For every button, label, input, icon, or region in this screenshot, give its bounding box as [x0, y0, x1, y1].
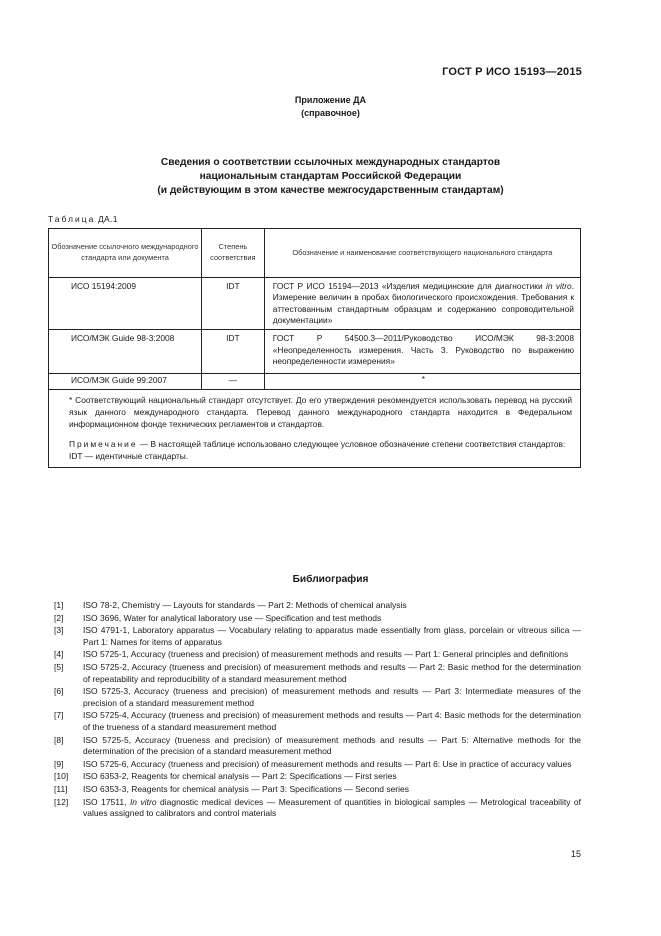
column-header-national-standard: Обозначение и наименование соответствующего национального стандарта [264, 229, 580, 278]
cell-international-standard: ИСО/МЭК Guide 99:2007 [49, 374, 202, 389]
table-notes-cell [49, 389, 581, 467]
list-item [54, 600, 581, 612]
bib-text-main: ISO 5725-4, Accuracy (trueness and precision) of measurement methods and results — Part 4: Basic methods for the determination of the trueness of a standard measurement method [83, 710, 581, 732]
bib-text-main: ISO 6353-3, Reagents for chemical analysis — Part 3: Specifications — Second series [83, 783, 409, 794]
bib-text [83, 797, 581, 820]
appendix-title: Приложение ДА [294, 95, 367, 105]
table-header-row [49, 229, 581, 278]
desc-text: ГОСТ Р ИСО 15194—2013 «Изделия медицинские для диагностики [272, 281, 546, 291]
bib-text-main: ISO 6353-2, Reagents for chemical analysis — Part 2: Specifications — First series [83, 771, 397, 782]
footnote-marker: * [421, 374, 425, 385]
cell-degree: IDT [201, 330, 264, 374]
bib-text-main: ISO 5725-5, Accuracy (trueness and precision) of measurement methods and results — Part 5: Alternative methods for the determination of the precision of a standard measurement method [83, 734, 581, 757]
list-item [54, 662, 581, 685]
list-item [54, 784, 581, 796]
list-item [54, 797, 581, 820]
list-item [54, 759, 581, 771]
desc-italic: in vitro [545, 281, 572, 291]
bib-number: [10] [54, 771, 69, 782]
bib-text [83, 771, 581, 783]
column-header-degree: Степень соответствия [201, 229, 264, 278]
bib-text [83, 613, 581, 625]
bibliography-title: Библиография [292, 574, 369, 585]
list-item [54, 686, 581, 709]
bib-text [83, 649, 581, 661]
table-label-id: ДА.1 [98, 214, 118, 224]
list-item [54, 735, 581, 758]
bib-text-main: ISO 4791-1, Laboratory apparatus — Vocabulary relating to apparatus made essentially from glass, porcelain or vitreous silica — Part 1: Names for items of apparatus [83, 625, 581, 647]
standards-correspondence-table [48, 228, 581, 468]
table-footnote: * Соответствующий национальный стандарт отсутствует. До его утверждения рекомендуется использовать перевод на русский язык данного международного стандарта. Перевод данного международного стандарта находится в Федеральном информационном фонде технических регламентов и стандартов. [69, 394, 572, 430]
bib-number: [1] [54, 600, 64, 610]
bib-text [83, 600, 581, 612]
list-item [54, 613, 581, 625]
bib-text [83, 686, 581, 709]
table-note [69, 438, 572, 450]
bib-text-main: ISO 17511, [83, 796, 130, 807]
bib-number: [8] [54, 734, 64, 745]
bib-text-main: ISO 5725-3, Accuracy (trueness and precision) of measurement methods and results — Part 3: Intermediate measures of the precision of a standard measurement method [83, 686, 581, 708]
bib-text-main: ISO 5725-6, Accuracy (trueness and precision) of measurement methods and results — Part 6: Use in practice of accuracy values [83, 758, 572, 769]
list-item [54, 771, 581, 783]
table-label [48, 214, 118, 224]
bib-text [83, 784, 581, 796]
appendix-subtitle: (справочное) [301, 108, 360, 118]
section-heading-line-3: (и действующим в этом качестве межгосударственным стандартам) [157, 185, 504, 196]
cell-national-standard [264, 374, 580, 389]
page-number: 15 [570, 849, 581, 859]
list-item [54, 710, 581, 733]
desc-text-tail: . Измерение величин в пробах биологического происхождения. Требования к аттестованным стандартным образцам и содержанию сопроводительной документации» [272, 281, 575, 326]
bib-text-tail: diagnostic medical devices — Measurement of quantities in biological samples — Metrological traceability of values assigned to calibrators and control materials [83, 796, 582, 819]
bib-number: [11] [54, 783, 68, 794]
bib-text-main: ISO 3696, Water for analytical laboratory use — Specification and test methods [83, 612, 382, 623]
note-item: IDT — идентичные стандарты. [69, 451, 189, 462]
bib-text-main: ISO 5725-2, Accuracy (trueness and precision) of measurement methods and results — Part 2: Basic method for the determination of repeatability and reproducibility of a standard measurement method [83, 661, 581, 684]
section-heading-line-2: национальным стандартам Российской Федерации [199, 171, 462, 182]
column-header-international-standard: Обозначение ссылочного международного стандарта или документа [49, 229, 202, 278]
bib-text [83, 759, 581, 771]
cell-degree: — [201, 374, 264, 389]
cell-degree: IDT [201, 278, 264, 330]
cell-national-standard [264, 330, 580, 374]
desc-text: ГОСТ Р 54500.3—2011/Руководство ИСО/МЭК 98-3:2008 «Неопределенность измерения. Часть 3. Руководство по выражению неопределенности измерения» [272, 333, 574, 367]
table-label-word: Таблица [48, 214, 96, 224]
section-heading-line-1: Сведения о соответствии ссылочных международных стандартов [160, 157, 501, 168]
bib-text [83, 625, 581, 648]
cell-national-standard [264, 278, 580, 330]
bibliography-list [54, 600, 581, 821]
bib-number: [4] [54, 649, 64, 660]
document-number-header: ГОСТ Р ИСО 15193—2015 [442, 66, 582, 78]
bib-text-main: ISO 5725-1, Accuracy (trueness and precision) of measurement methods and results — Part 1: General principles and definitions [83, 649, 569, 660]
note-text: — В настоящей таблице использовано следующее условное обозначение степени соответствия стандартов: [137, 439, 566, 450]
list-item [54, 625, 581, 648]
cell-international-standard: ИСО 15194:2009 [49, 278, 202, 330]
bib-number: [6] [54, 686, 64, 697]
table-row [49, 374, 581, 389]
bib-text [83, 662, 581, 685]
bib-text-main: ISO 78-2, Chemistry — Layouts for standards — Part 2: Methods of chemical analysis [83, 600, 407, 610]
table-row [49, 278, 581, 330]
bib-text [83, 735, 581, 758]
bib-number: [2] [54, 612, 64, 623]
table-notes-row [49, 389, 581, 467]
bib-number: [12] [54, 796, 69, 807]
cell-international-standard: ИСО/МЭК Guide 98-3:2008 [49, 330, 202, 374]
table-row [49, 330, 581, 374]
bib-number: [5] [54, 661, 64, 672]
bib-number: [7] [54, 710, 64, 721]
list-item [54, 649, 581, 661]
bib-text-italic: In vitro [129, 796, 157, 807]
note-label: Примечание [69, 439, 138, 450]
bib-number: [9] [54, 758, 64, 769]
bib-text [83, 710, 581, 733]
bib-number: [3] [54, 625, 64, 636]
